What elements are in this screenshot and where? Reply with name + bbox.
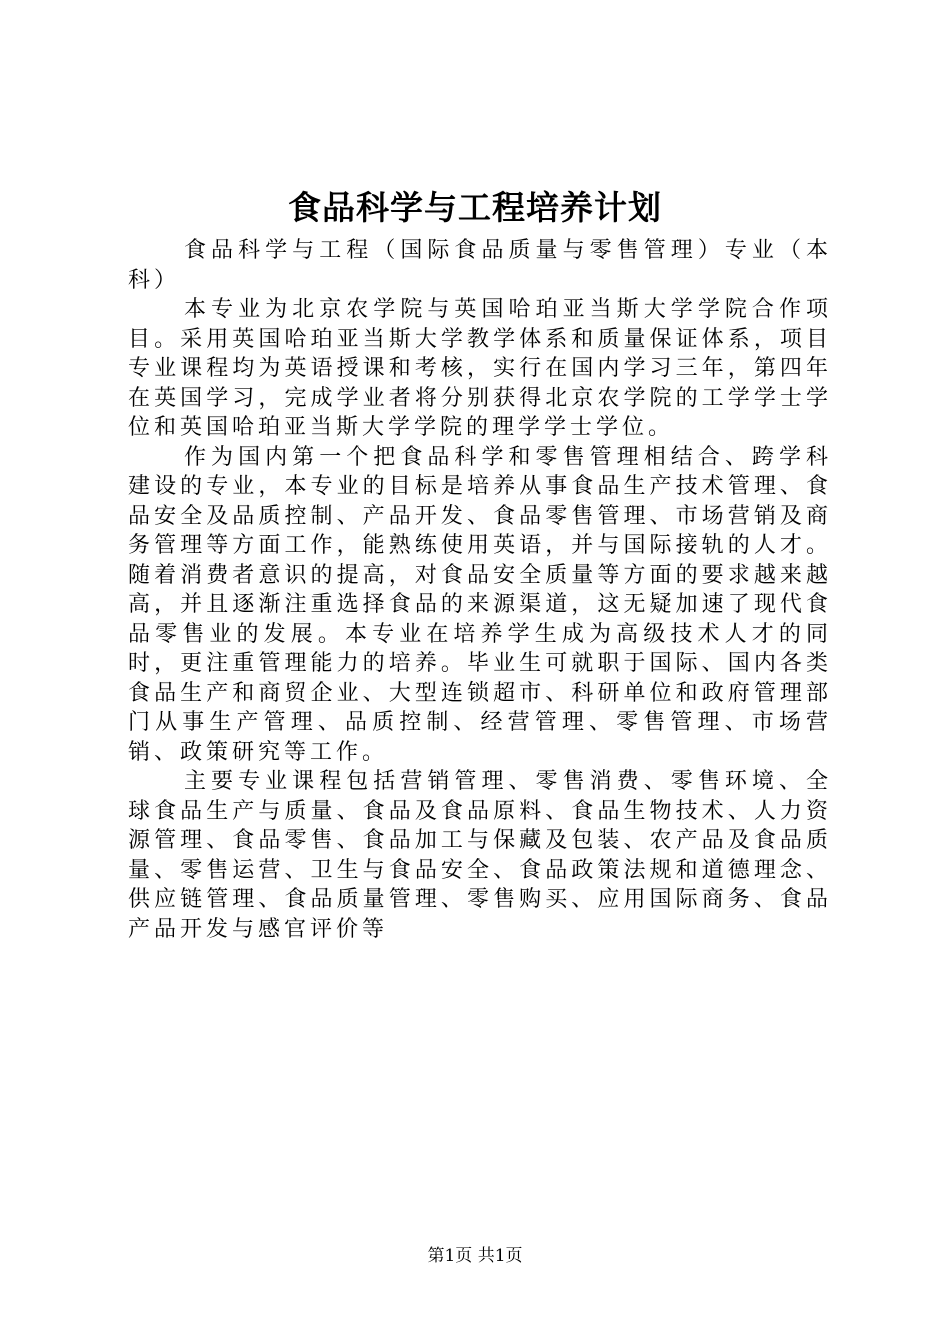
program-intro-paragraph: 本专业为北京农学院与英国哈珀亚当斯大学学院合作项目。采用英国哈珀亚当斯大学教学体系和质量保证体系，项目专业课程均为英语授课和考核，实行在国内学习三年，第四年在英国学习，完成学业者将分别获得北京农学院的工学学士学位和英国哈珀亚当斯大学学院的理学学士学位。 — [128, 297, 832, 440]
program-subtitle-paragraph: 食品科学与工程（国际食品质量与零售管理）专业（本科） — [128, 238, 832, 293]
document-title: 食品科学与工程培养计划 — [288, 188, 662, 227]
program-goal-paragraph: 作为国内第一个把食品科学和零售管理相结合、跨学科建设的专业，本专业的目标是培养从事食品生产技术管理、食品安全及品质控制、产品开发、食品零售管理、市场营销及商务管理等方面工作，能熟练使用英语，并与国际接轨的人才。随着消费者意识的提高，对食品安全质量等方面的要求越来越高，并且逐渐注重选择食品的来源渠道，这无疑加速了现代食品零售业的发展。本专业在培养学生成为高级技术人才的同时，更注重管理能力的培养。毕业生可就职于国际、国内各类食品生产和商贸企业、大型连锁超市、科研单位和政府管理部门从事生产管理、品质控制、经营管理、零售管理、市场营销、政策研究等工作。 — [128, 444, 832, 765]
page-footer: 第1页 共1页 — [427, 1246, 523, 1266]
courses-paragraph: 主要专业课程包括营销管理、零售消费、零售环境、全球食品生产与质量、食品及食品原料、食品生物技术、人力资源管理、食品零售、食品加工与保藏及包装、农产品及食品质量、零售运营、卫生与食品安全、食品政策法规和道德理念、供应链管理、食品质量管理、零售购买、应用国际商务、食品产品开发与感官评价等 — [128, 769, 832, 942]
document-body — [128, 236, 832, 944]
